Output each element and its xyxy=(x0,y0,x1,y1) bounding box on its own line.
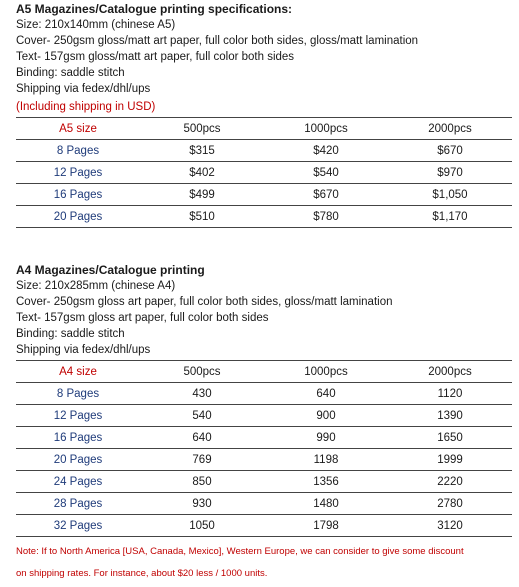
table-row xyxy=(16,449,512,471)
a4-size-line: Size: 210x285mm (chinese A4) xyxy=(16,280,176,292)
table-cell: $540 xyxy=(264,162,388,184)
a4-shipping-line: Shipping via fedex/dhl/ups xyxy=(16,344,151,356)
a5-price-table xyxy=(16,117,512,228)
note-line-1: Note: If to North America [USA, Canada, Mexico], Western Europe, we can consider to give some discount xyxy=(16,546,464,557)
table-row xyxy=(16,405,512,427)
table-cell: 2780 xyxy=(388,493,512,515)
a4-price-table xyxy=(16,360,512,537)
table-cell: 2220 xyxy=(388,471,512,493)
table-cell: 12 Pages xyxy=(16,405,140,427)
table-cell: 3120 xyxy=(388,515,512,537)
a4-section xyxy=(16,262,512,537)
table-cell: $670 xyxy=(388,140,512,162)
table-cell: 1050 xyxy=(140,515,264,537)
header-cell: 500pcs xyxy=(140,361,264,383)
table-cell: 20 Pages xyxy=(16,206,140,228)
a5-price-note: (Including shipping in USD) xyxy=(16,101,156,113)
header-cell: 1000pcs xyxy=(264,118,388,140)
table-row xyxy=(16,140,512,162)
table-row xyxy=(16,383,512,405)
header-cell: 2000pcs xyxy=(388,118,512,140)
table-cell: $970 xyxy=(388,162,512,184)
table-cell: 1120 xyxy=(388,383,512,405)
a4-text-line: Text- 157gsm gloss art paper, full color both sides xyxy=(16,312,269,324)
a5-size-line: Size: 210x140mm (chinese A5) xyxy=(16,19,176,31)
table-cell: $670 xyxy=(264,184,388,206)
table-cell: 1390 xyxy=(388,405,512,427)
table-cell: 32 Pages xyxy=(16,515,140,537)
table-row xyxy=(16,162,512,184)
table-cell: 640 xyxy=(264,383,388,405)
table-header-row xyxy=(16,118,512,140)
table-cell: $499 xyxy=(140,184,264,206)
header-cell: 1000pcs xyxy=(264,361,388,383)
a5-title: A5 Magazines/Catalogue printing specifications: xyxy=(16,2,293,16)
table-cell: 1480 xyxy=(264,493,388,515)
table-cell: 900 xyxy=(264,405,388,427)
table-cell: 16 Pages xyxy=(16,184,140,206)
table-cell: 12 Pages xyxy=(16,162,140,184)
table-cell: 930 xyxy=(140,493,264,515)
table-cell: 8 Pages xyxy=(16,140,140,162)
table-cell: $1,050 xyxy=(388,184,512,206)
shipping-discount-note xyxy=(16,541,512,585)
table-cell: 850 xyxy=(140,471,264,493)
header-cell: A4 size xyxy=(16,361,140,383)
table-cell: 1798 xyxy=(264,515,388,537)
table-cell: 430 xyxy=(140,383,264,405)
a5-cover-line: Cover- 250gsm gloss/matt art paper, full color both sides, gloss/matt lamination xyxy=(16,35,419,47)
table-cell: 540 xyxy=(140,405,264,427)
table-row xyxy=(16,493,512,515)
a4-cover-line: Cover- 250gsm gloss art paper, full color both sides, gloss/matt lamination xyxy=(16,296,393,308)
table-cell: 990 xyxy=(264,427,388,449)
table-row xyxy=(16,515,512,537)
table-cell: 769 xyxy=(140,449,264,471)
a5-section xyxy=(16,1,512,228)
table-cell: 8 Pages xyxy=(16,383,140,405)
table-header-row xyxy=(16,361,512,383)
table-cell: $402 xyxy=(140,162,264,184)
table-cell: 1198 xyxy=(264,449,388,471)
header-cell: A5 size xyxy=(16,118,140,140)
note-line-2: on shipping rates. For instance, about $20 less / 1000 units. xyxy=(16,568,268,579)
a5-binding-line: Binding: saddle stitch xyxy=(16,67,125,79)
table-row xyxy=(16,471,512,493)
table-cell: 28 Pages xyxy=(16,493,140,515)
table-cell: $1,170 xyxy=(388,206,512,228)
table-cell: 20 Pages xyxy=(16,449,140,471)
table-cell: $780 xyxy=(264,206,388,228)
table-cell: 24 Pages xyxy=(16,471,140,493)
a4-title: A4 Magazines/Catalogue printing xyxy=(16,263,205,277)
table-cell: 640 xyxy=(140,427,264,449)
table-row xyxy=(16,206,512,228)
a5-shipping-line: Shipping via fedex/dhl/ups xyxy=(16,83,151,95)
header-cell: 500pcs xyxy=(140,118,264,140)
table-row xyxy=(16,427,512,449)
table-cell: $510 xyxy=(140,206,264,228)
table-cell: $420 xyxy=(264,140,388,162)
table-cell: 1356 xyxy=(264,471,388,493)
table-cell: 1650 xyxy=(388,427,512,449)
a4-binding-line: Binding: saddle stitch xyxy=(16,328,125,340)
table-cell: $315 xyxy=(140,140,264,162)
a5-text-line: Text- 157gsm gloss/matt art paper, full color both sides xyxy=(16,51,295,63)
table-cell: 16 Pages xyxy=(16,427,140,449)
table-row xyxy=(16,184,512,206)
header-cell: 2000pcs xyxy=(388,361,512,383)
table-cell: 1999 xyxy=(388,449,512,471)
